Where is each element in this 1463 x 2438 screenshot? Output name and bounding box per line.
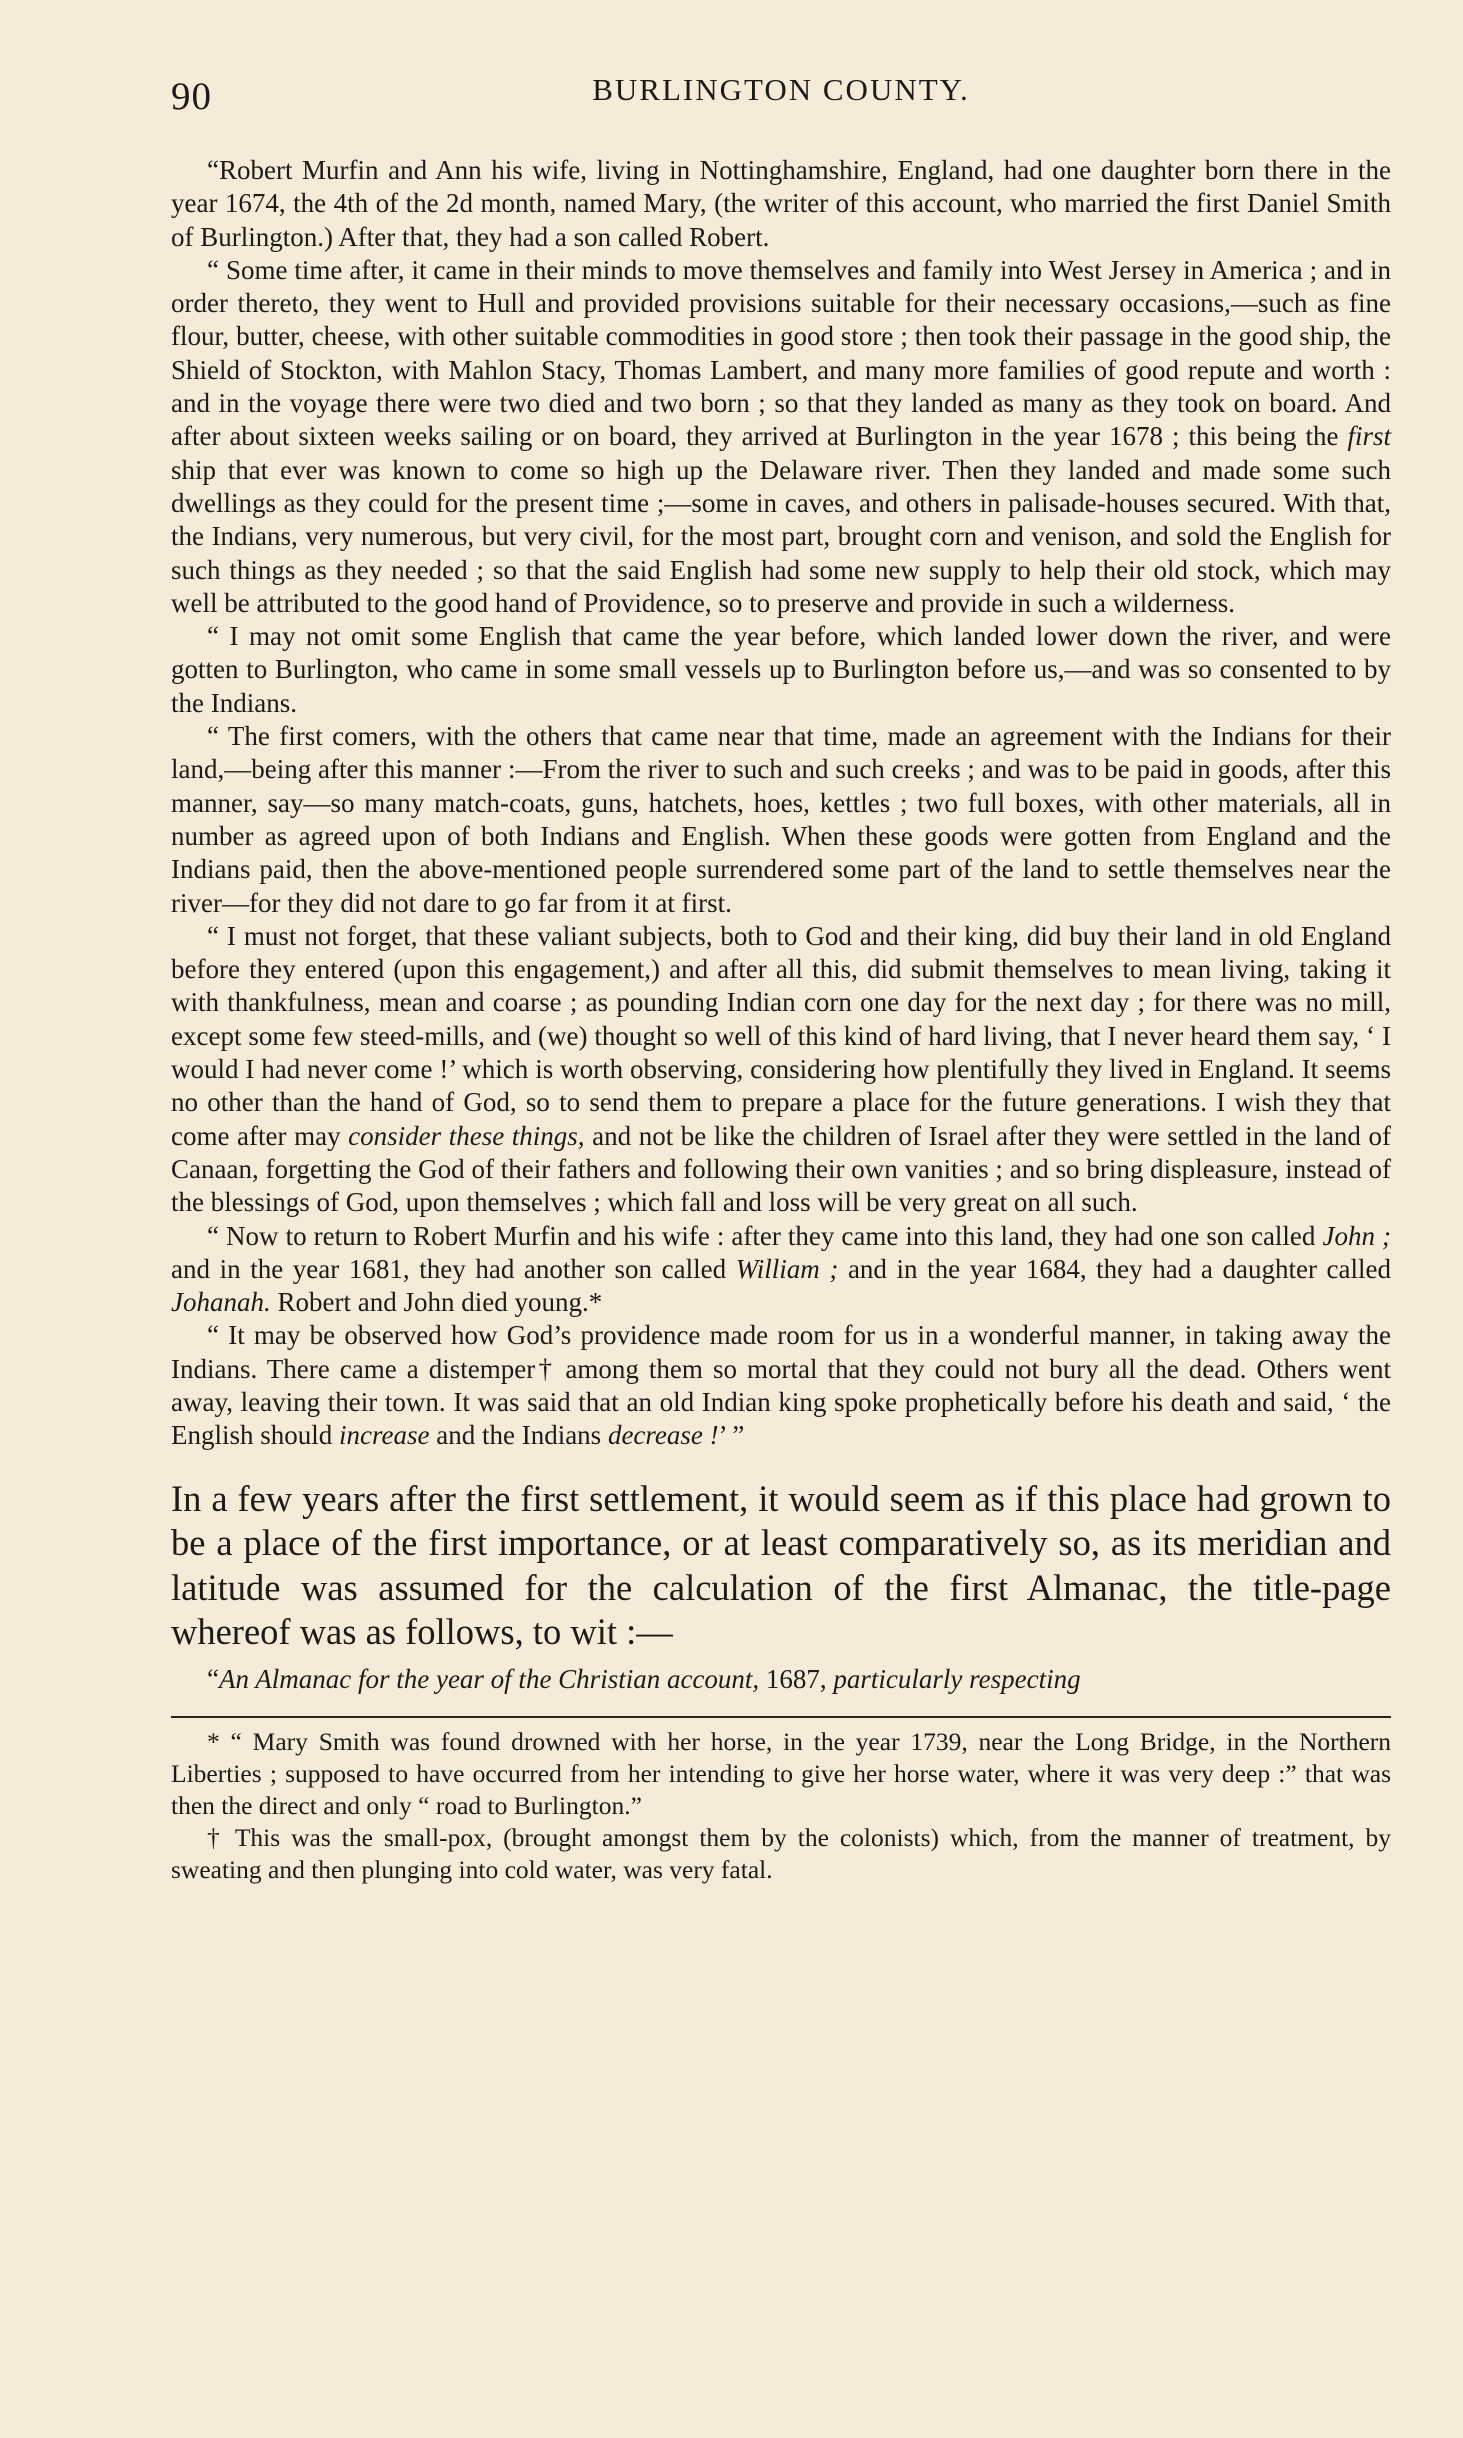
page-header bbox=[171, 60, 1391, 120]
footnotes bbox=[171, 1726, 1391, 1886]
quote-paragraph-6-text-d: Robert and John died young.* bbox=[270, 1287, 603, 1318]
main-paragraph: In a few years after the first settlement, it would seem as if this place had grown to be a place of the first importance, or at least comparatively so, as its meridian and latitude was assumed for the calculation of the first Almanac, the title-page whereof was as follows, to wit :— bbox=[171, 1477, 1391, 1653]
quote-paragraph-3: “ I may not omit some English that came the year before, which landed lower down the river, and were gotten to Burlington, who came in some small vessels up to Burlington before us,—and was so consented to by the Indians. bbox=[171, 621, 1391, 718]
quote-paragraph-6 bbox=[171, 1220, 1391, 1320]
almanac-title-italic-1: An Almanac for the year of the Christian account, bbox=[218, 1663, 760, 1694]
quote-paragraph-6-text-c: and in the year 1684, they had a daughter called bbox=[838, 1253, 1391, 1284]
word-increase: increase bbox=[339, 1420, 430, 1451]
quote-paragraph-4: “ The first comers, with the others that came near that time, made an agreement with the Indians for their land,—being after this manner :—From the river to such and such creeks ; and was to be paid in goods, after this manner, say—so many match-coats, guns, hatchets, hoes, kettles ; two full boxes, with other materials, all in number as agreed upon of both Indians and English. When these goods were gotten from England and the Indians paid, then the above-mentioned people surrendered some part of the land to settle themselves near the river—for they did not dare to go far from it at first. bbox=[171, 721, 1391, 918]
quote-paragraph-7-close: ’ ” bbox=[718, 1420, 745, 1451]
quote-paragraph-6-text-a: “ Now to return to Robert Murfin and his wife : after they came into this land, they had one son called bbox=[207, 1220, 1323, 1251]
footnote-divider bbox=[171, 1716, 1391, 1718]
quote-paragraph-5 bbox=[171, 920, 1391, 1220]
quote-paragraph-7-text-a: “ It may be observed how God’s providence made room for us in a wonderful manner, in taking away the Indians. There came a distemper† among them so mortal that they could not bury all the dead. Others went away, leaving their town. It was said that an old Indian king spoke prophetically before his death and said, ‘ the English should bbox=[171, 1320, 1391, 1451]
quote-paragraph-7-text-b: and the Indians bbox=[429, 1420, 608, 1451]
page-number: 90 bbox=[171, 75, 212, 118]
quote-paragraph-1: “Robert Murfin and Ann his wife, living in Nottinghamshire, England, had one daughter born there in the year 1674, the 4th of the 2d month, named Mary, (the writer of this account, who married the first Daniel Smith of Burlington.) After that, they had a son called Robert. bbox=[171, 155, 1391, 252]
word-decrease: decrease ! bbox=[607, 1420, 719, 1451]
book-page bbox=[171, 60, 1391, 1886]
almanac-year: 1687, bbox=[759, 1663, 834, 1694]
footnote-star: * “ Mary Smith was found drowned with her horse, in the year 1739, near the Long Bridge, in the Northern Liberties ; supposed to have occurred from her intending to give her horse water, where it was very deep :” that was then the direct and only “ road to Burlington.” bbox=[171, 1726, 1391, 1820]
main-text bbox=[171, 1477, 1391, 1655]
quote-paragraph-2-text-b: ship that ever was known to come so high up the Delaware river. Then they landed and made some such dwellings as they could for the present time ;—some in caves, and others in palisade-houses secured. With that, the Indians, very numerous, but very civil, for the most part, brought corn and venison, and sold the English for such things as they needed ; so that the said English had some new supply to help their old stock, which may well be attributed to the good hand of Providence, so to preserve and provide in such a wilderness. bbox=[171, 454, 1391, 618]
name-john: John ; bbox=[1322, 1220, 1391, 1251]
almanac-title-italic-2: particularly respecting bbox=[833, 1663, 1081, 1694]
quote-paragraph-5-text-a: “ I must not forget, that these valiant subjects, both to God and their king, did buy their land in old England before they entered (upon this engagement,) and after all this, did submit themselves to mean living, taking it with thankfulness, mean and coarse ; as pounding Indian corn one day for the next day ; for there was no mill, except some few steed-mills, and (we) thought so well of this kind of hard living, that I never heard them say, ‘ I would I had never come !’ which is worth observing, considering how plentifully they lived in England. It seems no other than the hand of God, so to send them to prepare a place for the future generations. I wish they that come after may bbox=[171, 920, 1391, 1151]
quote-paragraph-2 bbox=[171, 254, 1391, 620]
name-william: William ; bbox=[735, 1253, 839, 1284]
quoted-account bbox=[171, 154, 1391, 1453]
almanac-title-quote bbox=[171, 1663, 1391, 1696]
name-johanah: Johanah. bbox=[171, 1287, 271, 1318]
quote-paragraph-2-emphasis: first bbox=[1347, 421, 1391, 452]
running-head: BURLINGTON COUNTY. bbox=[592, 72, 970, 107]
quote-paragraph-5-emphasis: consider these things, bbox=[348, 1120, 585, 1151]
quote-paragraph-7 bbox=[171, 1319, 1391, 1452]
almanac-open-quote: “ bbox=[207, 1663, 219, 1694]
footnote-dagger: † This was the small-pox, (brought amongst them by the colonists) which, from the manner of treatment, by sweating and then plunging into cold water, was very fatal. bbox=[171, 1822, 1391, 1884]
quote-paragraph-5-text-b: and not be like the children of Israel after they were settled in the land of Canaan, forgetting the God of their fathers and following their own vanities ; and so bring displeasure, instead of the blessings of God, upon themselves ; which fall and loss will be very great on all such. bbox=[171, 1120, 1391, 1218]
quote-paragraph-2-text-a: “ Some time after, it came in their minds to move themselves and family into West Jersey in America ; and in order thereto, they went to Hull and provided provisions suitable for their necessary occasions,—such as fine flour, butter, cheese, with other suitable commodities in good store ; then took their passage in the good ship, the Shield of Stockton, with Mahlon Stacy, Thomas Lambert, and many more families of good repute and worth : and in the voyage there were two died and two born ; so that they landed as many as they took on board. And after about sixteen weeks sailing or on board, they arrived at Burlington in the year 1678 ; this being the bbox=[171, 254, 1391, 452]
quote-paragraph-6-text-b: and in the year 1681, they had another son called bbox=[171, 1253, 736, 1284]
